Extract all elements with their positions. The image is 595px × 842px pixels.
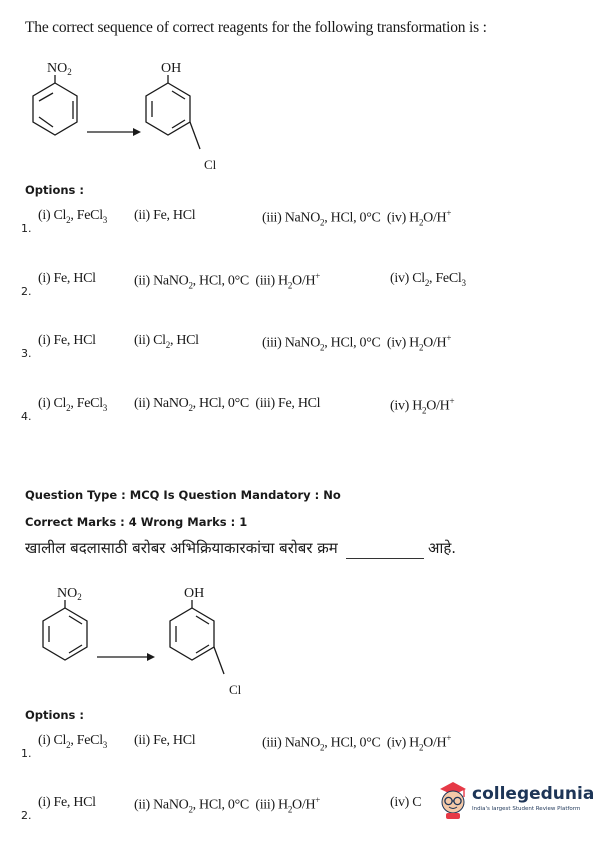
logo-tagline: India's largest Student Review Platform: [472, 806, 581, 812]
reaction-arrow: [87, 128, 141, 136]
option-4-part-1[interactable]: (i) $Cl_2$, FeCl$_3$: [38, 396, 107, 413]
benzene-ring-product: [170, 600, 224, 674]
option-1-part-1[interactable]: (i) $Cl_2$, FeCl$_3$: [38, 208, 107, 225]
marks-info: Correct Marks : 4 Wrong Marks : 1: [25, 515, 248, 529]
logo-wordmark: collegedunia: [472, 784, 595, 804]
question-title-end: आहे.: [428, 539, 457, 557]
option-2-part-2[interactable]: (ii) NaNO$_2$, HCl, 0°C (iii) $H_2O/H^+$: [134, 795, 321, 815]
benzene-ring-reactant: [43, 600, 87, 660]
chloro-label: Cl: [204, 157, 217, 172]
option-1-part-2[interactable]: (ii) Fe, HCl: [134, 733, 196, 748]
option-number: 2.: [21, 809, 32, 822]
option-number: 4.: [21, 410, 32, 423]
question-title: The correct sequence of correct reagents for the following transformation is :: [25, 19, 487, 36]
question-type: Question Type : MCQ Is Question Mandatory : No: [25, 488, 341, 502]
options-label: Options :: [25, 708, 84, 722]
benzene-ring-reactant: [33, 75, 77, 135]
option-2-part-3[interactable]: (iv) $Cl_2$, FeCl$_3$: [390, 271, 466, 288]
watermark-logo: [432, 776, 595, 826]
option-2-part-1[interactable]: (i) Fe, HCl: [38, 795, 96, 810]
answer-blank: [346, 557, 424, 559]
hydroxyl-label: OH: [161, 61, 182, 76]
option-4-part-2[interactable]: (ii) NaNO$_2$, HCl, 0°C (iii) Fe, HCl: [134, 396, 321, 413]
reaction-arrow: [97, 653, 155, 661]
option-number: 3.: [21, 347, 32, 360]
option-1-part-3[interactable]: (iii) NaNO$_2$, HCl, 0°C (iv) $H_2O/H^+$: [262, 733, 452, 753]
option-number: 1.: [21, 222, 32, 235]
options-label: Options :: [25, 183, 84, 197]
option-1-part-3[interactable]: (iii) NaNO$_2$, HCl, 0°C (iv) $H_2O/H^+$: [262, 208, 452, 228]
chloro-label: Cl: [229, 682, 242, 697]
option-2-part-2[interactable]: (ii) NaNO$_2$, HCl, 0°C (iii) $H_2O/H^+$: [134, 271, 321, 291]
reaction-scheme: [25, 55, 225, 175]
option-4-part-3[interactable]: (iv) $H_2O/H^+$: [390, 396, 455, 416]
nitro-label: $NO_2$: [57, 586, 82, 602]
option-2-part-1[interactable]: (i) Fe, HCl: [38, 271, 96, 286]
question-title-marathi: खालील बदलासाठी बरोबर अभिक्रियाकारकांचा बरोबर क्रम: [25, 539, 338, 557]
option-1-part-1[interactable]: (i) $Cl_2$, FeCl$_3$: [38, 733, 107, 750]
benzene-ring-product: [146, 75, 200, 149]
option-3-part-2[interactable]: (ii) $Cl_2$, HCl: [134, 333, 199, 350]
nitro-label: $NO_2$: [47, 61, 72, 77]
option-1-part-2[interactable]: (ii) Fe, HCl: [134, 208, 196, 223]
reaction-scheme: [25, 580, 255, 700]
option-3-part-1[interactable]: (i) Fe, HCl: [38, 333, 96, 348]
option-3-part-3[interactable]: (iii) NaNO$_2$, HCl, 0°C (iv) $H_2O/H^+$: [262, 333, 452, 353]
option-number: 2.: [21, 285, 32, 298]
graduate-mascot-icon: [436, 778, 470, 820]
hydroxyl-label: OH: [184, 586, 205, 601]
option-number: 1.: [21, 747, 32, 760]
option-2-part-3[interactable]: (iv) C: [390, 795, 422, 810]
